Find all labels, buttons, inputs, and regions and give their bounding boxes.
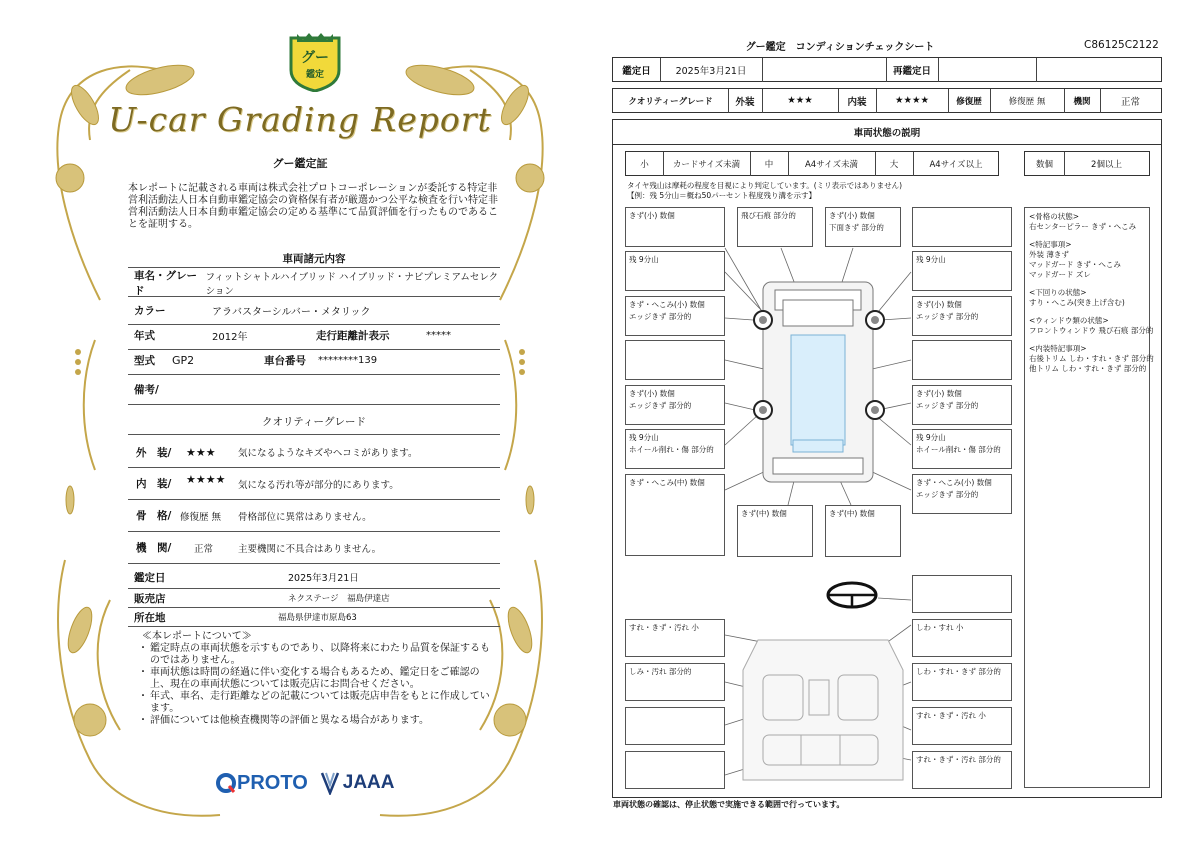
summary-line: フロントウィンドウ 飛び石痕 部分的 (1029, 326, 1154, 335)
exterior-value: ★★★ (787, 95, 813, 106)
summary-line: 他トリム しわ・すれ・きず 部分的 (1029, 364, 1147, 373)
spec-value: フィットシャトルハイブリッド ハイブリッド・ナビプレミアムセレクション (205, 271, 499, 297)
info-label: 鑑定日 (134, 571, 166, 584)
divider (128, 434, 500, 435)
spec-value: アラバスターシルバー・メタリック (212, 307, 371, 318)
interior-note-box (912, 575, 1012, 613)
grade-value: 正常 (194, 543, 214, 555)
summary-heading: <骨格の状態> (1029, 212, 1080, 221)
tire-note-example: 【例：残 5分山＝概ね50パーセント程度残り溝を示す】 (627, 191, 817, 200)
summary-heading: <内装特記事項> (1029, 344, 1087, 353)
interior-note-box: しわ・すれ・きず 部分的 (912, 663, 1012, 701)
footer-logos (215, 768, 395, 798)
date-label: 鑑定日 (622, 65, 651, 77)
note-item: ・ 車両状態は時間の経過に伴い変化する場合もあるため、鑑定日をご確認の上、現在の車両状態については販売店にお問合せください。 (138, 667, 498, 691)
info-value: 福島県伊達市原島63 (278, 613, 357, 623)
spec-row-model (128, 347, 500, 375)
size-key: 小 (640, 159, 649, 170)
damage-note-box (912, 340, 1012, 380)
spec-value: ***** (426, 330, 451, 341)
svg-text:鑑定: 鑑定 (305, 70, 325, 80)
tire-note: タイヤ残山は摩耗の程度を目視により判定しています。(ミリ表示ではありません) (627, 181, 903, 190)
grade-section-title: クオリティーグレード (262, 416, 366, 428)
grade-row-exterior (128, 437, 500, 468)
damage-note-box: きず(小) 数個 エッジきず 部分的 (625, 385, 725, 425)
condition-summary (1024, 207, 1154, 788)
spec-value: ********139 (318, 355, 378, 366)
size-value: カードサイズ未満 (672, 159, 741, 170)
svg-text:グー: グー (301, 50, 329, 66)
summary-line: マッドガード きず・へこみ (1029, 260, 1121, 269)
quality-grade-label: クオリティーグレード (628, 96, 713, 107)
info-label: 販売店 (134, 592, 166, 605)
certificate-text: 本レポートに記載される車両は株式会社プロトコーポレーションが委託する特定非営利活動法人日本自動車鑑定協会の資格保有者が厳選かつ公平な検査を行い特定非営利活動法人日本自動車鑑定協会の定める基準にて品質評価を行ったものであることを証明する。 (128, 183, 498, 230)
grade-value: 修復歴 無 (180, 511, 222, 523)
spec-label: カラー (134, 305, 166, 317)
interior-note-box: しわ・すれ 小 (912, 619, 1012, 657)
spec-label: 車名・グレード (134, 269, 197, 297)
summary-heading: <特記事項> (1029, 240, 1072, 249)
report-title: U-car Grading Report (108, 100, 492, 139)
notes-title: ≪本レポートについて≫ (142, 631, 252, 642)
damage-note-box: きず(小) 数個 エッジきず 部分的 (912, 385, 1012, 425)
info-row-dealer (128, 589, 500, 608)
proto-logo-text: PROTO (237, 771, 308, 794)
damage-note-box: きず・へこみ(小) 数個 エッジきず 部分的 (912, 474, 1012, 514)
damage-note-box: きず(小) 数個 (625, 207, 725, 247)
proto-logo-icon (215, 772, 237, 794)
damage-note-box: 残 9分山 (625, 251, 725, 291)
size-value: A4サイズ未満 (804, 159, 859, 170)
summary-line: 右センターピラー きず・へこみ (1029, 222, 1137, 231)
grade-value: ★★★ (186, 445, 216, 459)
note-item: ・ 年式、車名、走行距離などの記載については販売店申告をもとに作成しています。 (138, 691, 498, 715)
spec-value: GP2 (172, 354, 195, 367)
goo-appraisal-badge-icon (287, 30, 343, 92)
exterior-label: 外装 (735, 96, 755, 108)
info-row-address (128, 608, 500, 627)
spec-row-color (128, 297, 500, 325)
info-row-date (128, 566, 500, 589)
summary-line: マッドガード ズレ (1029, 270, 1091, 279)
damage-note-box: 残 9分山 ホイール削れ・傷 部分的 (912, 429, 1012, 469)
engine-label: 機関 (1073, 96, 1091, 107)
grade-row-frame (128, 500, 500, 532)
summary-heading: <ウィンドウ類の状態> (1029, 316, 1109, 325)
grade-row-interior (128, 468, 500, 500)
damage-note-box: 残 9分山 (912, 251, 1012, 291)
interior-label: 内装 (847, 96, 867, 108)
size-key: 中 (764, 159, 774, 170)
sheet-footer: 車両状態の確認は、停止状態で実施できる範囲で行っています。 (613, 800, 845, 809)
report-notes (138, 631, 498, 727)
jaaa-logo-icon (320, 771, 340, 795)
grade-label: 外 装/ (136, 446, 172, 459)
grade-desc: 気になるようなキズやヘコミがあります。 (238, 448, 418, 459)
info-label: 所在地 (134, 611, 166, 624)
damage-note-box: きず(中) 数個 (825, 505, 901, 557)
summary-line: 右後トリム しわ・すれ・きず 部分的 (1029, 354, 1154, 363)
damage-note-box (912, 207, 1012, 247)
sheet-code: C86125C2122 (1084, 39, 1159, 51)
interior-note-box (625, 707, 725, 745)
redate-label: 再鑑定日 (892, 65, 931, 77)
damage-note-box: 飛び石痕 部分的 (737, 207, 813, 247)
spec-label: 車台番号 (264, 355, 306, 367)
date-value: 2025年3月21日 (675, 65, 747, 77)
spec-label: 走行距離計表示 (316, 330, 390, 342)
steering-wheel-icon (828, 583, 876, 607)
damage-note-box (625, 340, 725, 380)
grade-row-engine (128, 532, 500, 564)
redate-value (938, 58, 1036, 81)
summary-heading: <下回りの状態> (1029, 288, 1087, 297)
interior-note-box (625, 751, 725, 789)
count-key: 数個 (1035, 159, 1053, 170)
damage-note-box: きず・へこみ(小) 数個 エッジきず 部分的 (625, 296, 725, 336)
spec-value: 2012年 (212, 332, 248, 343)
info-value: 2025年3月21日 (288, 573, 359, 584)
note-item: ・ 評価については他検査機関等の評価と異なる場合があります。 (138, 715, 498, 727)
spec-section-title: 車両諸元内容 (282, 253, 346, 265)
interior-note-box: しみ・汚れ 部分的 (625, 663, 725, 701)
interior-note-box: すれ・きず・汚れ 部分的 (912, 751, 1012, 789)
proto-logo (215, 772, 308, 795)
damage-note-box: きず(小) 数個 エッジきず 部分的 (912, 296, 1012, 336)
info-value: ネクステージ 福島伊達店 (288, 594, 390, 604)
condition-section-title: 車両状態の説明 (853, 128, 921, 139)
repair-value: 修復歴 無 (1008, 96, 1046, 107)
interior-note-box: すれ・きず・汚れ 小 (625, 619, 725, 657)
jaaa-logo-text: JAAA (342, 772, 395, 793)
spec-row-remarks (128, 375, 500, 405)
damage-note-box: 残 9分山 ホイール削れ・傷 部分的 (625, 429, 725, 469)
engine-value: 正常 (1120, 96, 1140, 108)
certificate-title: グー鑑定証 (272, 157, 328, 170)
grade-label: 内 装/ (136, 478, 172, 490)
jaaa-logo (320, 771, 395, 795)
damage-note-box: きず・へこみ(中) 数個 (625, 474, 725, 556)
damage-note-box: きず(中) 数個 (737, 505, 813, 557)
interior-note-box: すれ・きず・汚れ 小 (912, 707, 1012, 745)
grade-desc: 主要機関に不具合はありません。 (238, 543, 382, 555)
count-value: 2個以上 (1091, 159, 1122, 170)
grade-value: ★★★★ (186, 473, 226, 486)
spec-label: 年式 (134, 330, 155, 342)
summary-line: 外装 薄きず (1029, 250, 1069, 259)
grade-label: 機 関/ (136, 542, 172, 554)
spec-label: 型式 (134, 355, 155, 367)
grade-desc: 骨格部位に異常はありません。 (238, 511, 372, 523)
sheet-title: グー鑑定 コンディションチェックシート (745, 42, 935, 53)
interior-value: ★★★★ (894, 95, 930, 106)
size-value: A4サイズ以上 (929, 159, 983, 170)
size-key: 大 (889, 159, 899, 170)
spec-label: 備考/ (134, 384, 159, 396)
summary-line: すり・へこみ(突き上げ含む) (1029, 298, 1125, 307)
spec-row-name (128, 269, 500, 297)
grade-label: 骨 格/ (136, 510, 172, 522)
damage-note-box: きず(小) 数個 下面きず 部分的 (825, 207, 901, 247)
note-item: ・ 鑑定時点の車両状態を示すものであり、以降将来にわたり品質を保証するものではありません。 (138, 643, 498, 667)
grade-desc: 気になる汚れ等が部分的にあります。 (238, 479, 399, 491)
spec-row-year (128, 322, 500, 350)
repair-label: 修復歴 (956, 96, 982, 107)
